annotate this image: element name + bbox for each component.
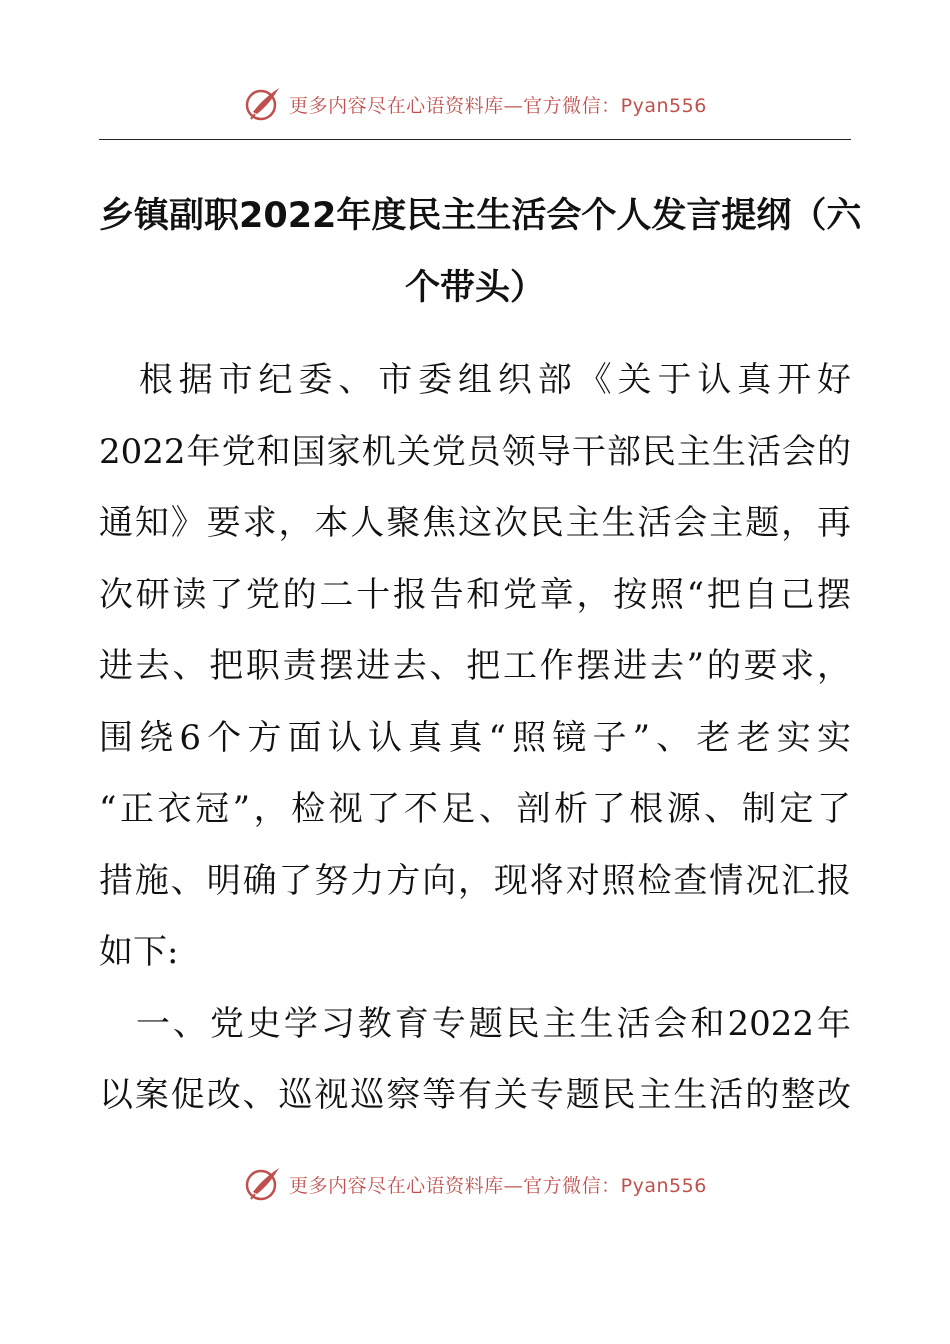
document-body: [99, 345, 851, 1132]
body-line: 措施、明确了努力方向，现将对照检查情况汇报: [99, 860, 851, 901]
header-watermark-banner: [0, 82, 950, 126]
title-line-2: 个带头）: [404, 268, 545, 308]
quill-logo-icon: [243, 1164, 283, 1204]
header-banner-text: 更多内容尽在心语资料库—官方微信：Pyan556: [289, 94, 707, 117]
quill-logo-icon: [243, 84, 283, 124]
body-line: 2022年党和国家机关党员领导干部民主生活会的: [99, 431, 851, 472]
body-line: “正衣冠”，检视了不足、剖析了根源、制定了: [99, 789, 851, 829]
footer-banner-text: 更多内容尽在心语资料库—官方微信：Pyan556: [289, 1174, 707, 1197]
body-line: 进去、把职责摆进去、把工作摆进去”的要求，: [99, 646, 851, 686]
title-line-1: 乡镇副职2022年度民主生活会个人发言提纲（六: [99, 196, 862, 236]
body-line: 通知》要求，本人聚焦这次民主生活会主题，再: [99, 503, 851, 543]
body-line: 次研读了党的二十报告和党章，按照“把自己摆: [99, 574, 851, 615]
body-line: 围绕6个方面认认真真“照镜子”、老老实实: [99, 717, 851, 758]
body-line: 一、党史学习教育专题民主生活会和2022年: [99, 1003, 851, 1044]
document-title: [99, 180, 862, 324]
body-line: 根据市纪委、市委组织部《关于认真开好: [99, 360, 851, 400]
body-line: 以案促改、巡视巡察等有关专题民主生活的整改: [99, 1075, 851, 1115]
footer-watermark-banner: [0, 1162, 950, 1206]
body-line: 如下:: [99, 932, 179, 972]
header-divider: [99, 139, 851, 140]
